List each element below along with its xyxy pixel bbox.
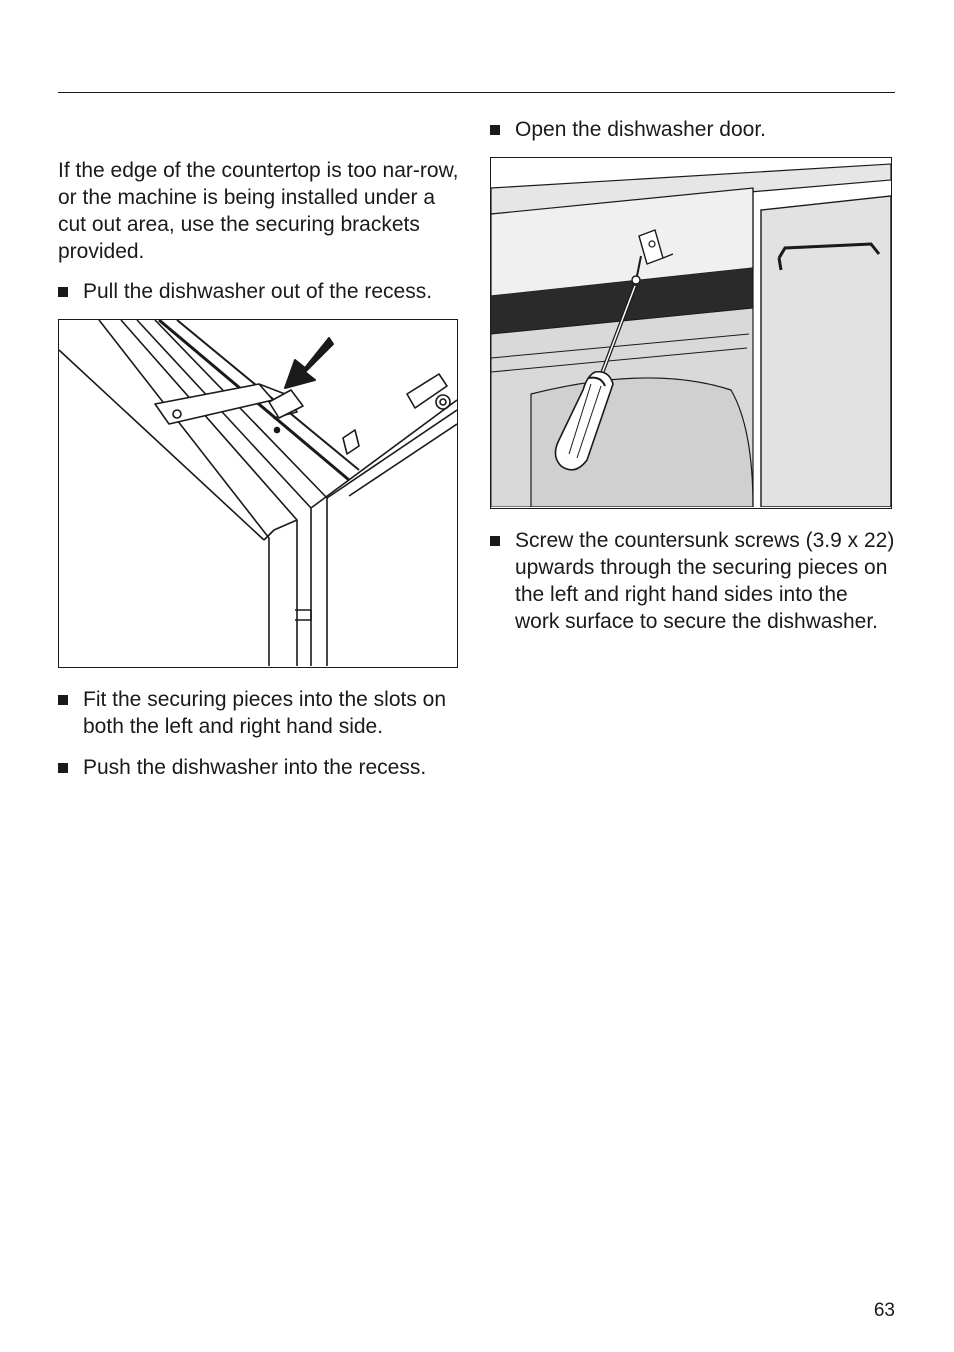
header-rule [58,92,895,93]
bullet-square-icon [490,125,500,135]
step-open-door [490,116,895,143]
left-column [58,157,463,795]
bullet-square-icon [58,287,68,297]
step-text: Pull the dishwasher out of the recess. [83,280,433,303]
step-pull-out [58,278,463,305]
bullet-square-icon [490,536,500,546]
step-text: Fit the securing pieces into the slots on both the left and right hand side. [83,688,447,738]
illustration-bracket-insert [58,319,458,668]
intro-paragraph: If the edge of the countertop is too nar-row, or the machine is being installed under a cut out area, use the securing brackets provided. [58,159,459,263]
step-text: Open the dishwasher door. [515,118,766,141]
illustration-screwdriver [490,157,892,509]
step-text: Screw the countersunk screws (3.9 x 22) upwards through the securing pieces on the left and right hand sides into the work surface to secure the dishwasher. [515,529,895,633]
step-fit-pieces [58,686,463,740]
right-column [490,116,895,649]
step-text: Push the dishwasher into the recess. [83,756,427,779]
step-screw-in [490,527,895,635]
bullet-square-icon [58,695,68,705]
bracket-insert-drawing [59,320,457,666]
step-push-in [58,754,463,781]
bullet-square-icon [58,763,68,773]
screwdriver-drawing [491,158,891,507]
page-number: 63 [873,1300,895,1321]
